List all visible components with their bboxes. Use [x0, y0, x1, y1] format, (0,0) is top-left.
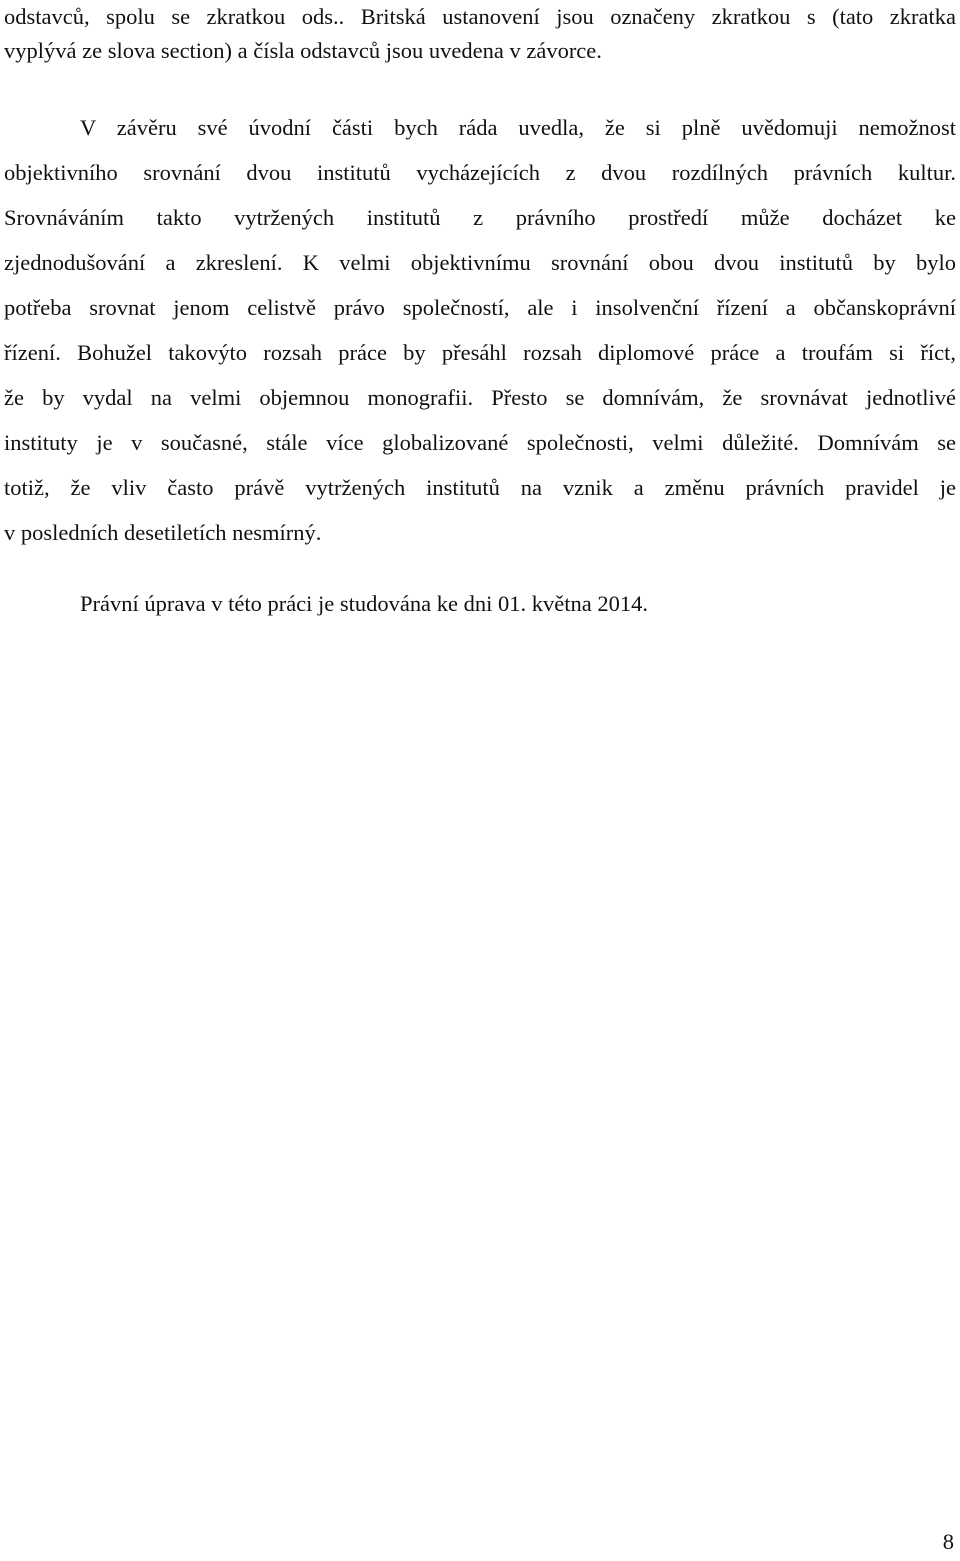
text-line: potřeba srovnat jenom celistvě právo společností, ale i insolvenční řízení a občanskoprávní [4, 295, 956, 320]
text-line: vyplývá ze slova section) a čísla odstavců jsou uvedena v závorce. [4, 38, 602, 63]
text-line: V závěru své úvodní části bych ráda uvedla, že si plně uvědomuji nemožnost [80, 115, 956, 140]
page-number: 8 [942, 1529, 954, 1554]
text-line: řízení. Bohužel takovýto rozsah práce by přesáhl rozsah diplomové práce a troufám si říct, [4, 340, 956, 365]
text-line: totiž, že vliv často právě vytržených institutů na vznik a změnu právních pravidel je [4, 475, 956, 500]
text-line: instituty je v současné, stále více globalizované společnosti, velmi důležité. Domnívám se [4, 430, 956, 455]
text-line: zjednodušování a zkreslení. K velmi objektivnímu srovnání obou dvou institutů by bylo [4, 250, 956, 275]
text-line: že by vydal na velmi objemnou monografii. Přesto se domnívám, že srovnávat jednotlivé [4, 385, 956, 410]
text-line: objektivního srovnání dvou institutů vycházejících z dvou rozdílných právních kultur. [4, 160, 956, 185]
text-line: Právní úprava v této práci je studována ke dni 01. května 2014. [80, 591, 648, 616]
text-line: Srovnáváním takto vytržených institutů z právního prostředí může docházet ke [4, 205, 956, 230]
text-line: v posledních desetiletích nesmírný. [4, 520, 322, 545]
text-line: odstavců, spolu se zkratkou ods.. Britská ustanovení jsou označeny zkratkou s (tato zkratka [4, 4, 956, 29]
